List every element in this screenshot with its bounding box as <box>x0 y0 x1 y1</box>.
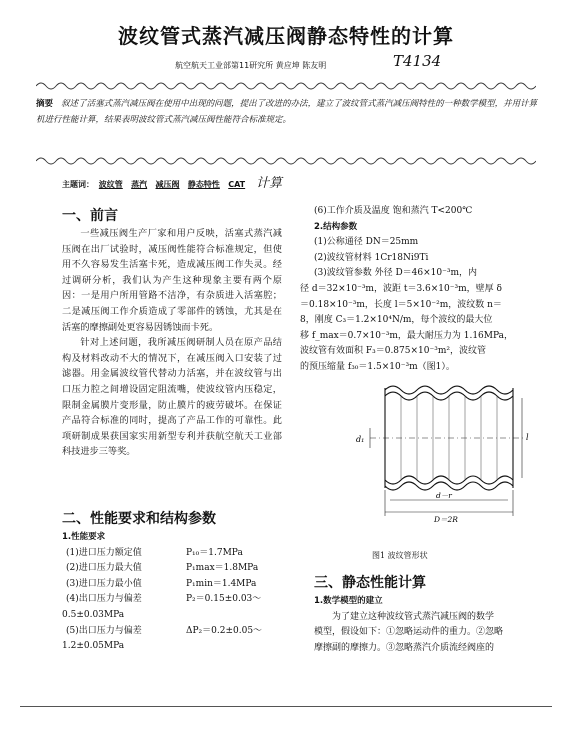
keywords-label: 主题词： <box>62 180 94 189</box>
subheading: 2.结构参数 <box>314 221 358 232</box>
label-D: D＝2R <box>434 515 458 524</box>
spec-value: P₁max＝1.8MPa <box>186 563 259 574</box>
spec-row: (3)波纹管参数 外径 D＝46×10⁻³m，内 <box>314 268 478 279</box>
subheading: 1.性能要求 <box>62 532 106 542</box>
wavy-divider-top <box>36 80 536 92</box>
section2-body <box>62 530 282 655</box>
bellows-diagram <box>350 378 540 528</box>
label-d: d₁ <box>356 435 365 444</box>
keyword: 静态特性 <box>187 180 220 189</box>
spec-value: P₁min＝1.4MPa <box>186 578 257 589</box>
spec-label: (4)出口压力与偏差 <box>66 594 142 605</box>
spec-row <box>62 624 282 640</box>
keywords-line <box>62 172 282 191</box>
section1-body <box>62 226 282 460</box>
figure-caption: 图1 波纹管形状 <box>372 551 428 560</box>
abstract-label: 摘要 <box>36 99 54 109</box>
spec-cont: 0.5±0.03MPa <box>62 609 125 620</box>
spec-label: (5)出口压力与偏差 <box>66 625 142 636</box>
abstract-text: 叙述了活塞式蒸汽减压阀在使用中出现的问题，提出了改进的办法，建立了波纹管式蒸汽减压阀特性的一种数学模型，并用计算机进行性能计算，结果表明波纹管式蒸汽减压阀性能符合标准规定。 <box>36 99 538 125</box>
spec-row: (1)公称通径 DN＝25mm <box>314 237 419 248</box>
spec-row: (2)波纹管材料 1Cr18Ni9Ti <box>314 252 429 263</box>
spec-line: 的预压缩量 f₃₀＝1.5×10⁻³m（图1）。 <box>300 361 455 372</box>
section-heading: 二、性能要求和结构参数 <box>62 511 216 527</box>
keyword: 减压阀 <box>155 180 180 189</box>
paragraph: 针对上述问题，我所减压阀研制人员在原产品结构及材料改动不大的情况下，在减压阀入口安装了过滤器。用金属波纹管代替动力活塞，并在波纹管与出口压力腔之间增设固定阻流嘴，使波纹管内压稳定，限制金属膜片变形量，防止膜片的疲劳破坏。在保证产品符合标准的同时，提高了产品工作的可靠性。此项研制成果获国家实用新型专利并获航空航天工业部科技进步三等奖。 <box>62 337 282 458</box>
spec-row <box>62 561 282 577</box>
handwritten-keyword: 计算 <box>255 176 282 191</box>
author-line: 航空航天工业部第11研究所 黄应坤 陈友明 <box>175 61 327 70</box>
spec-value: ΔP₂＝0.2±0.05～ <box>186 625 263 636</box>
section-heading: 三、静态性能计算 <box>314 575 426 591</box>
spec-label: (1)进口压力额定值 <box>66 547 142 558</box>
bottom-rule <box>20 706 552 707</box>
spec-row <box>62 577 282 593</box>
spec-line: 移 f_max＝0.7×10⁻³m，最大耐压力为 1.16MPa， <box>300 330 513 341</box>
section-heading: 一、前言 <box>62 208 118 224</box>
spec-cont: 1.2±0.05MPa <box>62 641 125 652</box>
paragraph: 一些减压阀生产厂家和用户反映，活塞式蒸汽减压阀在出厂试验时，减压阀性能符合标准规定，但使用不久容易发生活塞卡死，造成减压阀工作失灵。经过调研分析，我们认为产生这种现象主要有两个原因：一是用户所用管路不洁净，有杂质进入活塞腔；二是减压阀工作介质造成了零部件的锈蚀，尤其是在活塞的摩擦副处更容易因锈蚀而卡死。 <box>62 228 282 333</box>
spec-value: P₂＝0.15±0.03～ <box>186 594 262 605</box>
abstract <box>36 96 540 128</box>
spec-line: 8，刚度 C₃＝1.2×10⁴N/m，每个波纹的最大位 <box>300 315 493 326</box>
spec-value: P₁₀＝1.7MPa <box>186 547 243 558</box>
spec-row: (6)工作介质及温度 饱和蒸汽 T<200℃ <box>314 206 473 216</box>
spec-line: ＝0.18×10⁻³m，长度 l＝5×10⁻²m，波纹数 n＝ <box>300 299 502 310</box>
text-line: 模型，假设如下：①忽略运动件的重力。②忽略 <box>314 627 504 638</box>
spec-label: (3)进口压力最小值 <box>66 578 142 589</box>
spec-row <box>62 592 282 608</box>
section2-body-right <box>300 204 540 376</box>
spec-label: (2)进口压力最大值 <box>66 563 142 574</box>
spec-line: 波纹管有效面积 F₃＝0.875×10⁻³m²，波纹管 <box>300 346 486 357</box>
keyword: 蒸汽 <box>131 180 148 189</box>
section3-body <box>314 594 542 656</box>
handwritten-code: T4134 <box>393 52 442 70</box>
subheading: 1.数学模型的建立 <box>314 596 383 606</box>
spec-line: 径 d＝32×10⁻³m，波距 t＝3.6×10⁻³m，壁厚 δ <box>300 283 502 294</box>
keyword: 波纹管 <box>98 180 123 189</box>
label-l: l <box>526 433 529 442</box>
text-line: 摩擦副的摩擦力。③忽略蒸汽介质流经阀座的 <box>314 642 495 653</box>
spec-row <box>62 546 282 562</box>
keyword: CAT <box>228 180 246 189</box>
label-dr: d－r <box>436 491 452 500</box>
bellows-figure <box>350 378 540 528</box>
text-line: 为了建立这种波纹管式蒸汽减压阀的数学 <box>332 611 495 622</box>
paper-title: 波纹管式蒸汽减压阀静态特性的计算 <box>118 24 454 48</box>
wavy-divider-bottom <box>36 155 536 167</box>
